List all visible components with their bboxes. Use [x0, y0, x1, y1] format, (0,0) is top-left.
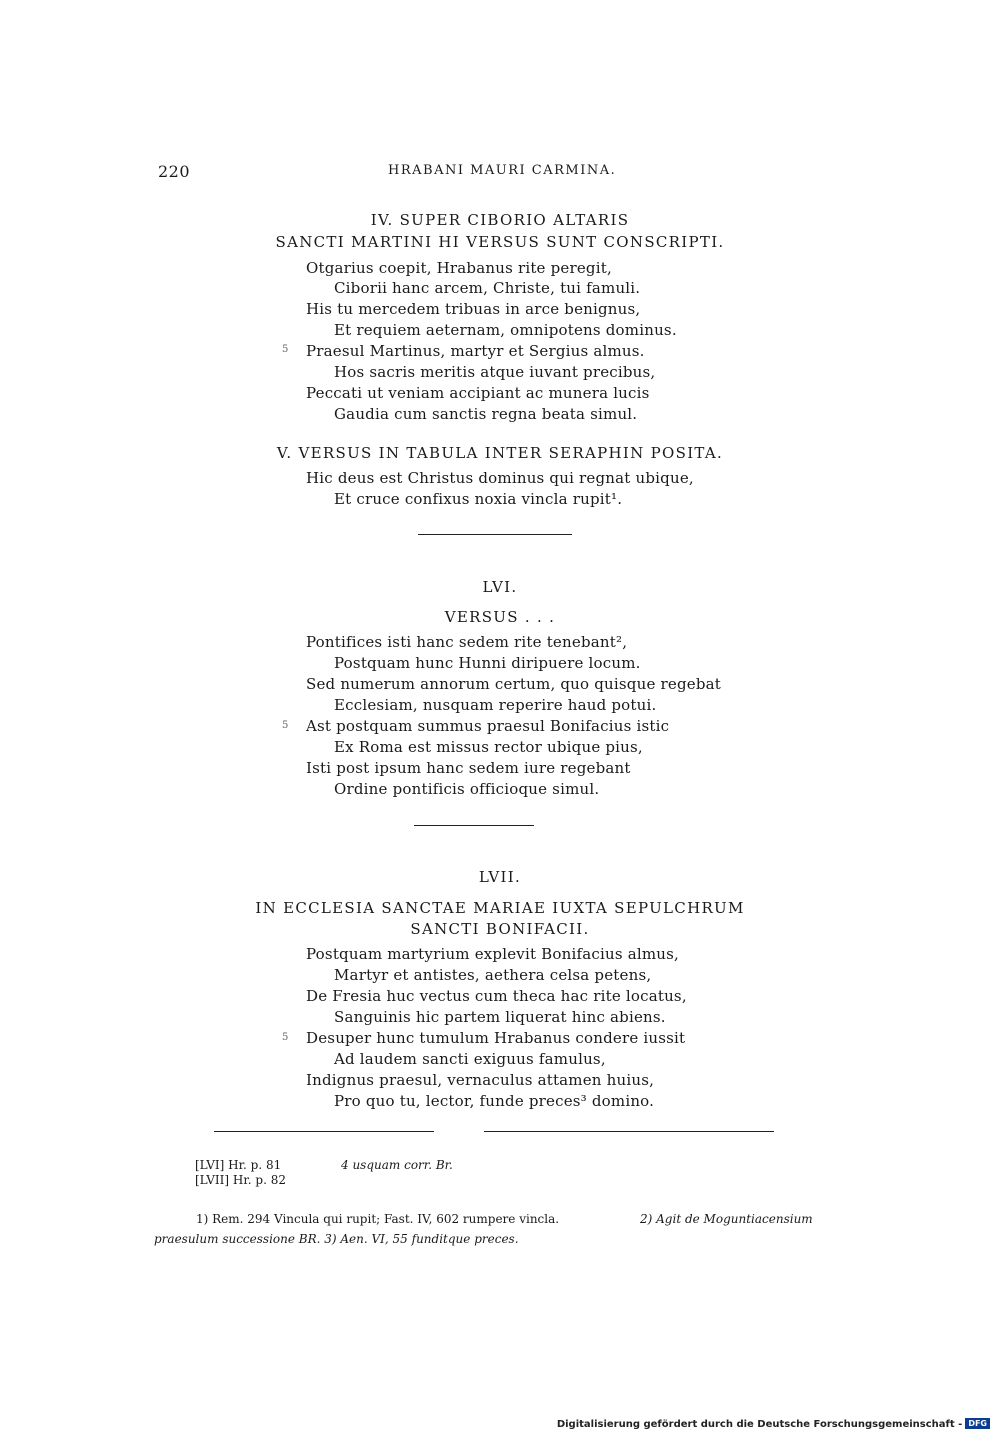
section-iv-subtitle: SANCTI MARTINI HI VERSUS SUNT CONSCRIPTI. [275, 233, 725, 251]
verse-line: Isti post ipsum hanc sedem iure regebant [306, 759, 631, 777]
verse-line: Ciborii hanc arcem, Christe, tui famuli. [334, 279, 641, 297]
section-iv-title: IV. SUPER CIBORIO ALTARIS [370, 211, 630, 229]
verse-line: Ad laudem sancti exiguus famulus, [334, 1050, 606, 1068]
poem-subtitle-lvii: SANCTI BONIFACII. [410, 920, 590, 938]
poem-number-lvii: LVII. [478, 868, 522, 886]
page-number: 220 [158, 162, 191, 181]
verse-line: Martyr et antistes, aethera celsa petens, [334, 966, 652, 984]
line-number-marker: 5 [282, 344, 289, 355]
poem-title-lvii: IN ECCLESIA SANCTAE MARIAE IUXTA SEPULCHRUM [255, 899, 745, 917]
verse-line: Postquam martyrium explevit Bonifacius almus, [306, 945, 679, 963]
verse-line: Hos sacris meritis atque iuvant precibus, [334, 363, 656, 381]
line-number-marker: 5 [282, 1032, 289, 1043]
section-divider [414, 825, 534, 826]
verse-line: Pontifices isti hanc sedem rite tenebant², [306, 633, 628, 651]
text-apparatus-rule-right [484, 1131, 774, 1132]
poem-title-lvi: VERSUS . . . [444, 608, 556, 626]
verse-line: Pro quo tu, lector, funde preces³ domino. [334, 1092, 655, 1110]
poem-number-lvi: LVI. [482, 578, 518, 596]
dfg-credit [557, 1418, 990, 1430]
verse-line: Sed numerum annorum certum, quo quisque regebat [306, 675, 722, 693]
verse-line: Postquam hunc Hunni diripuere locum. [334, 654, 641, 672]
section-divider [418, 534, 572, 535]
verse-line: Ex Roma est missus rector ubique pius, [334, 738, 643, 756]
verse-line: Ast postquam summus praesul Bonifacius istic [306, 717, 670, 735]
verse-line: Praesul Martinus, martyr et Sergius almus. [306, 342, 645, 360]
line-number-marker: 5 [282, 720, 289, 731]
apparatus-entry: 4 usquam corr. Br. [341, 1158, 453, 1172]
running-title: HRABANI MAURI CARMINA. [388, 163, 617, 178]
verse-line: Hic deus est Christus dominus qui regnat ubique, [306, 469, 694, 487]
verse-line: De Fresia huc vectus cum theca hac rite locatus, [306, 987, 687, 1005]
verse-line: Et requiem aeternam, omnipotens dominus. [334, 321, 677, 339]
verse-line: Gaudia cum sanctis regna beata simul. [334, 405, 638, 423]
text-apparatus-rule-left [214, 1131, 434, 1132]
verse-line: Ordine pontificis officioque simul. [334, 780, 600, 798]
apparatus-entry: [LVI] Hr. p. 81 [195, 1158, 282, 1172]
verse-line: Otgarius coepit, Hrabanus rite peregit, [306, 259, 612, 277]
apparatus-entry: [LVII] Hr. p. 82 [195, 1173, 286, 1187]
verse-line: Peccati ut veniam accipiant ac munera lucis [306, 384, 650, 402]
verse-line: Desuper hunc tumulum Hrabanus condere iussit [306, 1029, 686, 1047]
verse-line: His tu mercedem tribuas in arce benignus, [306, 300, 641, 318]
section-v-title: V. VERSUS IN TABULA INTER SERAPHIN POSITA. [276, 444, 724, 462]
verse-line: Et cruce confixus noxia vincla rupit¹. [334, 490, 623, 508]
verse-line: Indignus praesul, vernaculus attamen huius, [306, 1071, 655, 1089]
footnote: 1) Rem. 294 Vincula qui rupit; Fast. IV, 602 rumpere vincla. [196, 1212, 560, 1226]
footnote: praesulum successione BR. 3) Aen. VI, 55 funditque preces. [154, 1232, 519, 1246]
verse-line: Sanguinis hic partem liquerat hinc abiens. [334, 1008, 666, 1026]
dfg-credit-text: Digitalisierung gefördert durch die Deutsche Forschungsgemeinschaft - [556, 1419, 963, 1430]
verse-line: Ecclesiam, nusquam reperire haud potui. [334, 696, 657, 714]
dfg-logo: DFG [965, 1418, 990, 1429]
footnote: 2) Agit de Moguntiacensium [640, 1212, 813, 1226]
